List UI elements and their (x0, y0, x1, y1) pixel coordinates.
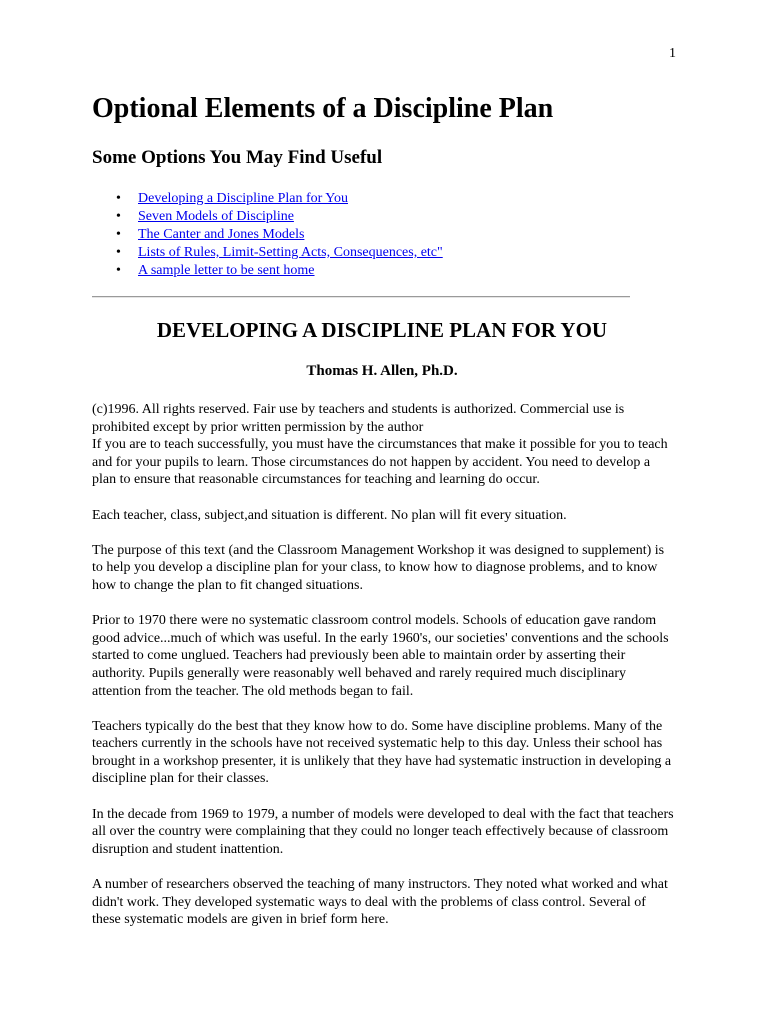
body-paragraph: Each teacher, class, subject,and situation is different. No plan will fit every situation. (92, 507, 567, 523)
bullet-icon: • (116, 191, 121, 206)
copyright-paragraph: (c)1996. All rights reserved. Fair use by teachers and students is authorized. Commercial use is prohibited except by prior written permission by the author (92, 402, 625, 435)
toc-link-lists-of-rules[interactable]: Lists of Rules, Limit-Setting Acts, Consequences, etc" (138, 245, 443, 260)
toc-item (92, 262, 443, 280)
body-paragraph: In the decade from 1969 to 1979, a number of models were developed to deal with the fact that teachers all over the country were complaining that they could no longer teach effectively because of classroom disruption and student inattention. (92, 806, 674, 857)
body-text (92, 401, 677, 946)
body-paragraph: A number of researchers observed the teaching of many instructors. They noted what worked and what didn't work. They developed systematic ways to deal with the problems of class control. Several of these systematic models are given in brief form here. (92, 877, 668, 928)
toc-item (92, 208, 443, 226)
document-title: Optional Elements of a Discipline Plan (92, 93, 554, 124)
bullet-icon: • (116, 263, 121, 278)
bullet-icon: • (116, 209, 121, 224)
author-byline: Thomas H. Allen, Ph.D. (306, 363, 458, 379)
section-title: DEVELOPING A DISCIPLINE PLAN FOR YOU (156, 318, 608, 342)
toc-item (92, 190, 443, 208)
bullet-icon: • (116, 245, 121, 260)
body-paragraph: If you are to teach successfully, you must have the circumstances that make it possible for you to teach and for your pupils to learn. Those circumstances do not happen by accident. You need to develop a plan to ensure that reasonable circumstances for teaching and learning do occur. (92, 437, 668, 488)
toc-link-developing-plan[interactable]: Developing a Discipline Plan for You (138, 191, 348, 206)
horizontal-divider (92, 296, 630, 298)
toc-item (92, 244, 443, 262)
bullet-icon: • (116, 227, 121, 242)
toc-link-canter-jones[interactable]: The Canter and Jones Models (138, 227, 305, 242)
toc-item (92, 226, 443, 244)
page-number: 1 (669, 46, 676, 61)
body-paragraph: The purpose of this text (and the Classroom Management Workshop it was designed to supplement) is to help you develop a discipline plan for your class, to know how to diagnose problems, and to know how to change the plan to fit changed situations. (92, 542, 665, 593)
body-paragraph: Teachers typically do the best that they know how to do. Some have discipline problems. Many of the teachers currently in the schools have not received systematic help to this day. Unless their school has brought in a workshop presenter, it is unlikely that they have had systematic instruction in developing a discipline plan for their classes. (92, 718, 672, 787)
toc-link-sample-letter[interactable]: A sample letter to be sent home (138, 263, 315, 278)
toc-link-seven-models[interactable]: Seven Models of Discipline (138, 209, 294, 224)
table-of-contents (92, 190, 443, 280)
body-paragraph: Prior to 1970 there were no systematic classroom control models. Schools of education gave random good advice...much of which was useful. In the early 1960's, our societies' conventions and the schools started to come unglued. Teachers had previously been able to maintain order by asserting their authority. Pupils generally were reasonably well behaved and rarely required much disciplinary attention from the teacher. The old methods began to fail. (92, 613, 669, 699)
document-subtitle: Some Options You May Find Useful (92, 147, 383, 168)
